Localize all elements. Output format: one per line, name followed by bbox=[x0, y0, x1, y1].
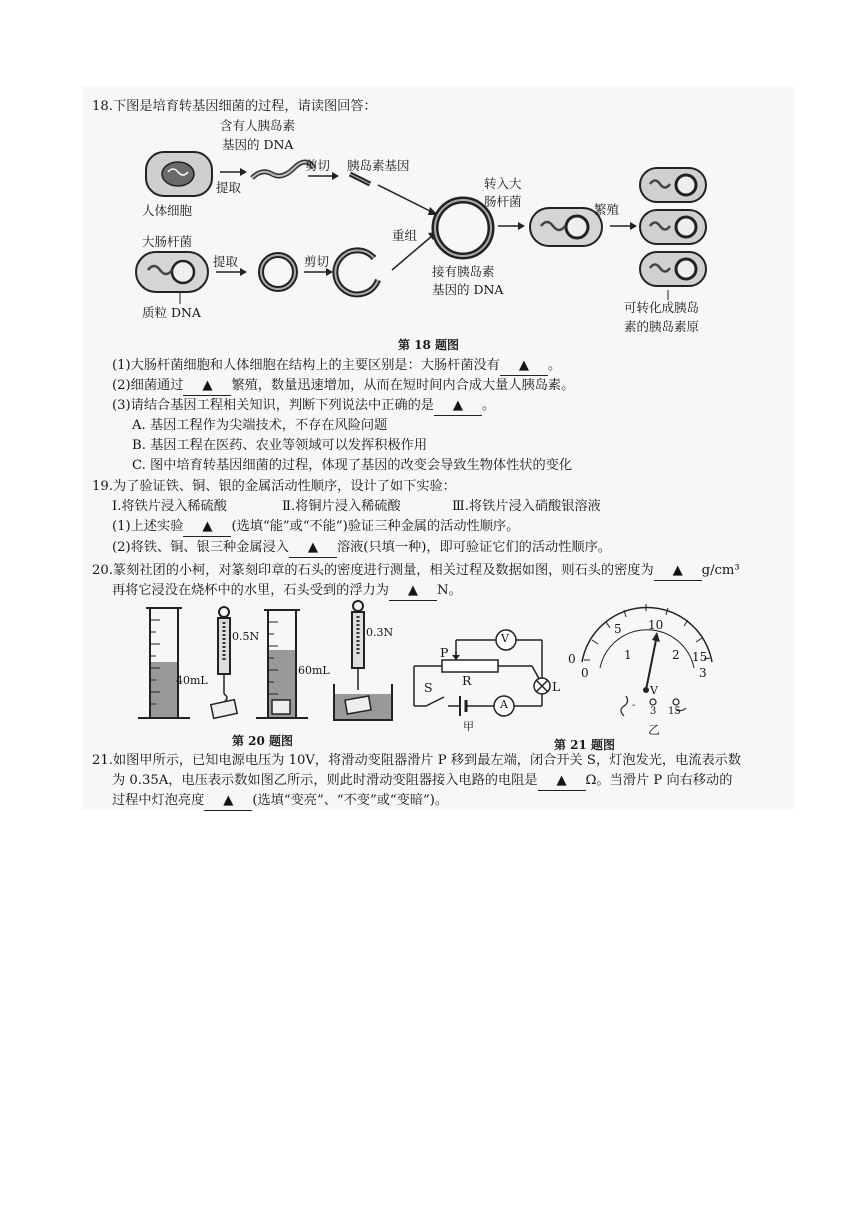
q18-option-c: C. 图中培育转基因细菌的过程，体现了基因的改变会导致生物体性状的变化 bbox=[132, 458, 573, 473]
cylinder-2-volume: 60mL bbox=[298, 664, 330, 677]
dial-outer-0: 0 bbox=[568, 652, 576, 666]
q20-line2: 再将它浸没在烧杯中的水里，石头受到的浮力为 ▲ N。 bbox=[112, 582, 462, 601]
q18-option-b: B. 基因工程在医药、农业等领域可以发挥积极作用 bbox=[132, 438, 428, 453]
recombinant-label-2: 基因的 DNA bbox=[432, 282, 504, 297]
lamp-label-L: L bbox=[552, 679, 561, 694]
q18-caption: 第 18 题图 bbox=[398, 338, 460, 352]
spring-scale-2-reading: 0.3N bbox=[366, 626, 394, 639]
switch-label-S: S bbox=[424, 680, 433, 695]
q18-option-a: A. 基因工程作为尖端技术，不存在风险问题 bbox=[132, 418, 388, 433]
answer-blank: ▲ bbox=[538, 772, 586, 791]
q19-part1: (1)上述实验 ▲ (选填“能”或“不能”)验证三种金属的活动性顺序。 bbox=[112, 518, 519, 537]
q19-stem: 19.为了验证铁、铜、银的金属活动性顺序，设计了如下实验： bbox=[92, 479, 456, 494]
figure-jia-label: 甲 bbox=[463, 720, 474, 733]
q19-experiment-1: Ⅰ.将铁片浸入稀硫酸 bbox=[112, 499, 227, 514]
dial-unit-V: V bbox=[650, 684, 658, 697]
q21-caption: 第 21 题图 bbox=[554, 738, 616, 752]
dial-outer-15: 15 bbox=[692, 650, 708, 664]
terminal-3: 3 bbox=[650, 706, 657, 717]
answer-blank: ▲ bbox=[183, 518, 231, 537]
extract-label-1: 提取 bbox=[216, 180, 242, 195]
q21-line1: 21.如图甲所示，已知电源电压为 10V，将滑动变阻器滑片 P 移到最左端，闭合开关 S，灯泡发光，电流表示数 bbox=[92, 753, 742, 768]
dial-outer-10: 10 bbox=[648, 618, 664, 632]
q19-experiment-2: Ⅱ.将铜片浸入稀硫酸 bbox=[282, 499, 401, 514]
meter-needle bbox=[646, 640, 656, 690]
dial-inner-2: 2 bbox=[672, 648, 680, 662]
answer-blank: ▲ bbox=[183, 377, 231, 396]
result-label-2: 素的胰岛素原 bbox=[624, 319, 700, 334]
extract-label-2: 提取 bbox=[213, 254, 239, 269]
cut-label-1: 剪切 bbox=[305, 158, 331, 173]
rheostat bbox=[442, 660, 498, 672]
dna-label-1: 含有人胰岛素 bbox=[220, 118, 296, 133]
ecoli-label: 大肠杆菌 bbox=[142, 234, 193, 249]
result-label-1: 可转化成胰岛 bbox=[624, 300, 700, 315]
recombinant-label-1: 接有胰岛素 bbox=[432, 264, 495, 279]
q21-line3: 过程中灯泡亮度 ▲ (选填“变亮”、“不变”或“变暗”)。 bbox=[112, 792, 448, 811]
ammeter-label: A bbox=[500, 698, 508, 711]
voltmeter-label: V bbox=[501, 632, 509, 645]
q18-part3: (3)请结合基因工程相关知识，判断下列说法中正确的是 ▲ 。 bbox=[112, 397, 495, 416]
answer-blank: ▲ bbox=[434, 397, 482, 416]
answer-blank: ▲ bbox=[654, 562, 702, 581]
q18-part1: (1)大肠杆菌细胞和人体细胞在结构上的主要区别是：大肠杆菌没有 ▲ 。 bbox=[112, 357, 561, 376]
cylinder-1-volume: 40mL bbox=[176, 674, 208, 687]
q20-line1: 20.篆刻社团的小柯，对篆刻印章的石头的密度进行测量，相关过程及数据如图，则石头的密度为 ▲ g/cm³ bbox=[92, 562, 740, 581]
answer-blank: ▲ bbox=[500, 357, 548, 376]
figure-yi-label: 乙 bbox=[648, 723, 661, 737]
q21-line2: 为 0.35A，电压表示数如图乙所示，则此时滑动变阻器接入电路的电阻是 ▲ Ω。当滑片 P 向右移动的 bbox=[112, 772, 732, 791]
q20-caption: 第 20 题图 bbox=[232, 734, 294, 748]
plasmid-label: 质粒 DNA bbox=[142, 305, 201, 320]
answer-blank: ▲ bbox=[289, 539, 337, 558]
q19-part2: (2)将铁、铜、银三种金属浸入 ▲ 溶液(只填一种)，即可验证它们的活动性顺序。 bbox=[112, 539, 611, 558]
transfer-label-1: 转入大 bbox=[484, 176, 522, 191]
answer-blank: ▲ bbox=[204, 792, 252, 811]
answer-blank: ▲ bbox=[389, 582, 437, 601]
recombine-label: 重组 bbox=[392, 228, 418, 243]
dial-inner-3: 3 bbox=[699, 666, 707, 680]
dna-label-2: 基因的 DNA bbox=[222, 137, 294, 152]
q19-experiment-3: Ⅲ.将铁片浸入硝酸银溶液 bbox=[452, 499, 601, 514]
dial-outer-5: 5 bbox=[614, 622, 622, 636]
dial-inner-0: 0 bbox=[581, 666, 589, 680]
switch-symbol bbox=[426, 697, 444, 706]
cut-label-2: 剪切 bbox=[304, 254, 330, 269]
slider-label-P: P bbox=[440, 645, 449, 660]
insulin-gene-label: 胰岛素基因 bbox=[347, 158, 410, 173]
terminal-15: 15 bbox=[668, 706, 681, 717]
transfer-label-2: 肠杆菌 bbox=[484, 194, 522, 209]
rheostat-label-R: R bbox=[462, 673, 472, 688]
spring-scale-1-reading: 0.5N bbox=[232, 630, 260, 643]
reproduce-label: 繁殖 bbox=[594, 202, 620, 217]
q18-stem: 18.下图是培育转基因细菌的过程，请读图回答： bbox=[92, 99, 377, 114]
q18-part2: (2)细菌通过 ▲ 繁殖，数量迅速增加，从而在短时间内合成大量人胰岛素。 bbox=[112, 377, 574, 396]
human-cell-label: 人体细胞 bbox=[142, 203, 193, 218]
terminal-minus: - bbox=[632, 700, 636, 711]
dial-inner-1: 1 bbox=[624, 648, 632, 662]
